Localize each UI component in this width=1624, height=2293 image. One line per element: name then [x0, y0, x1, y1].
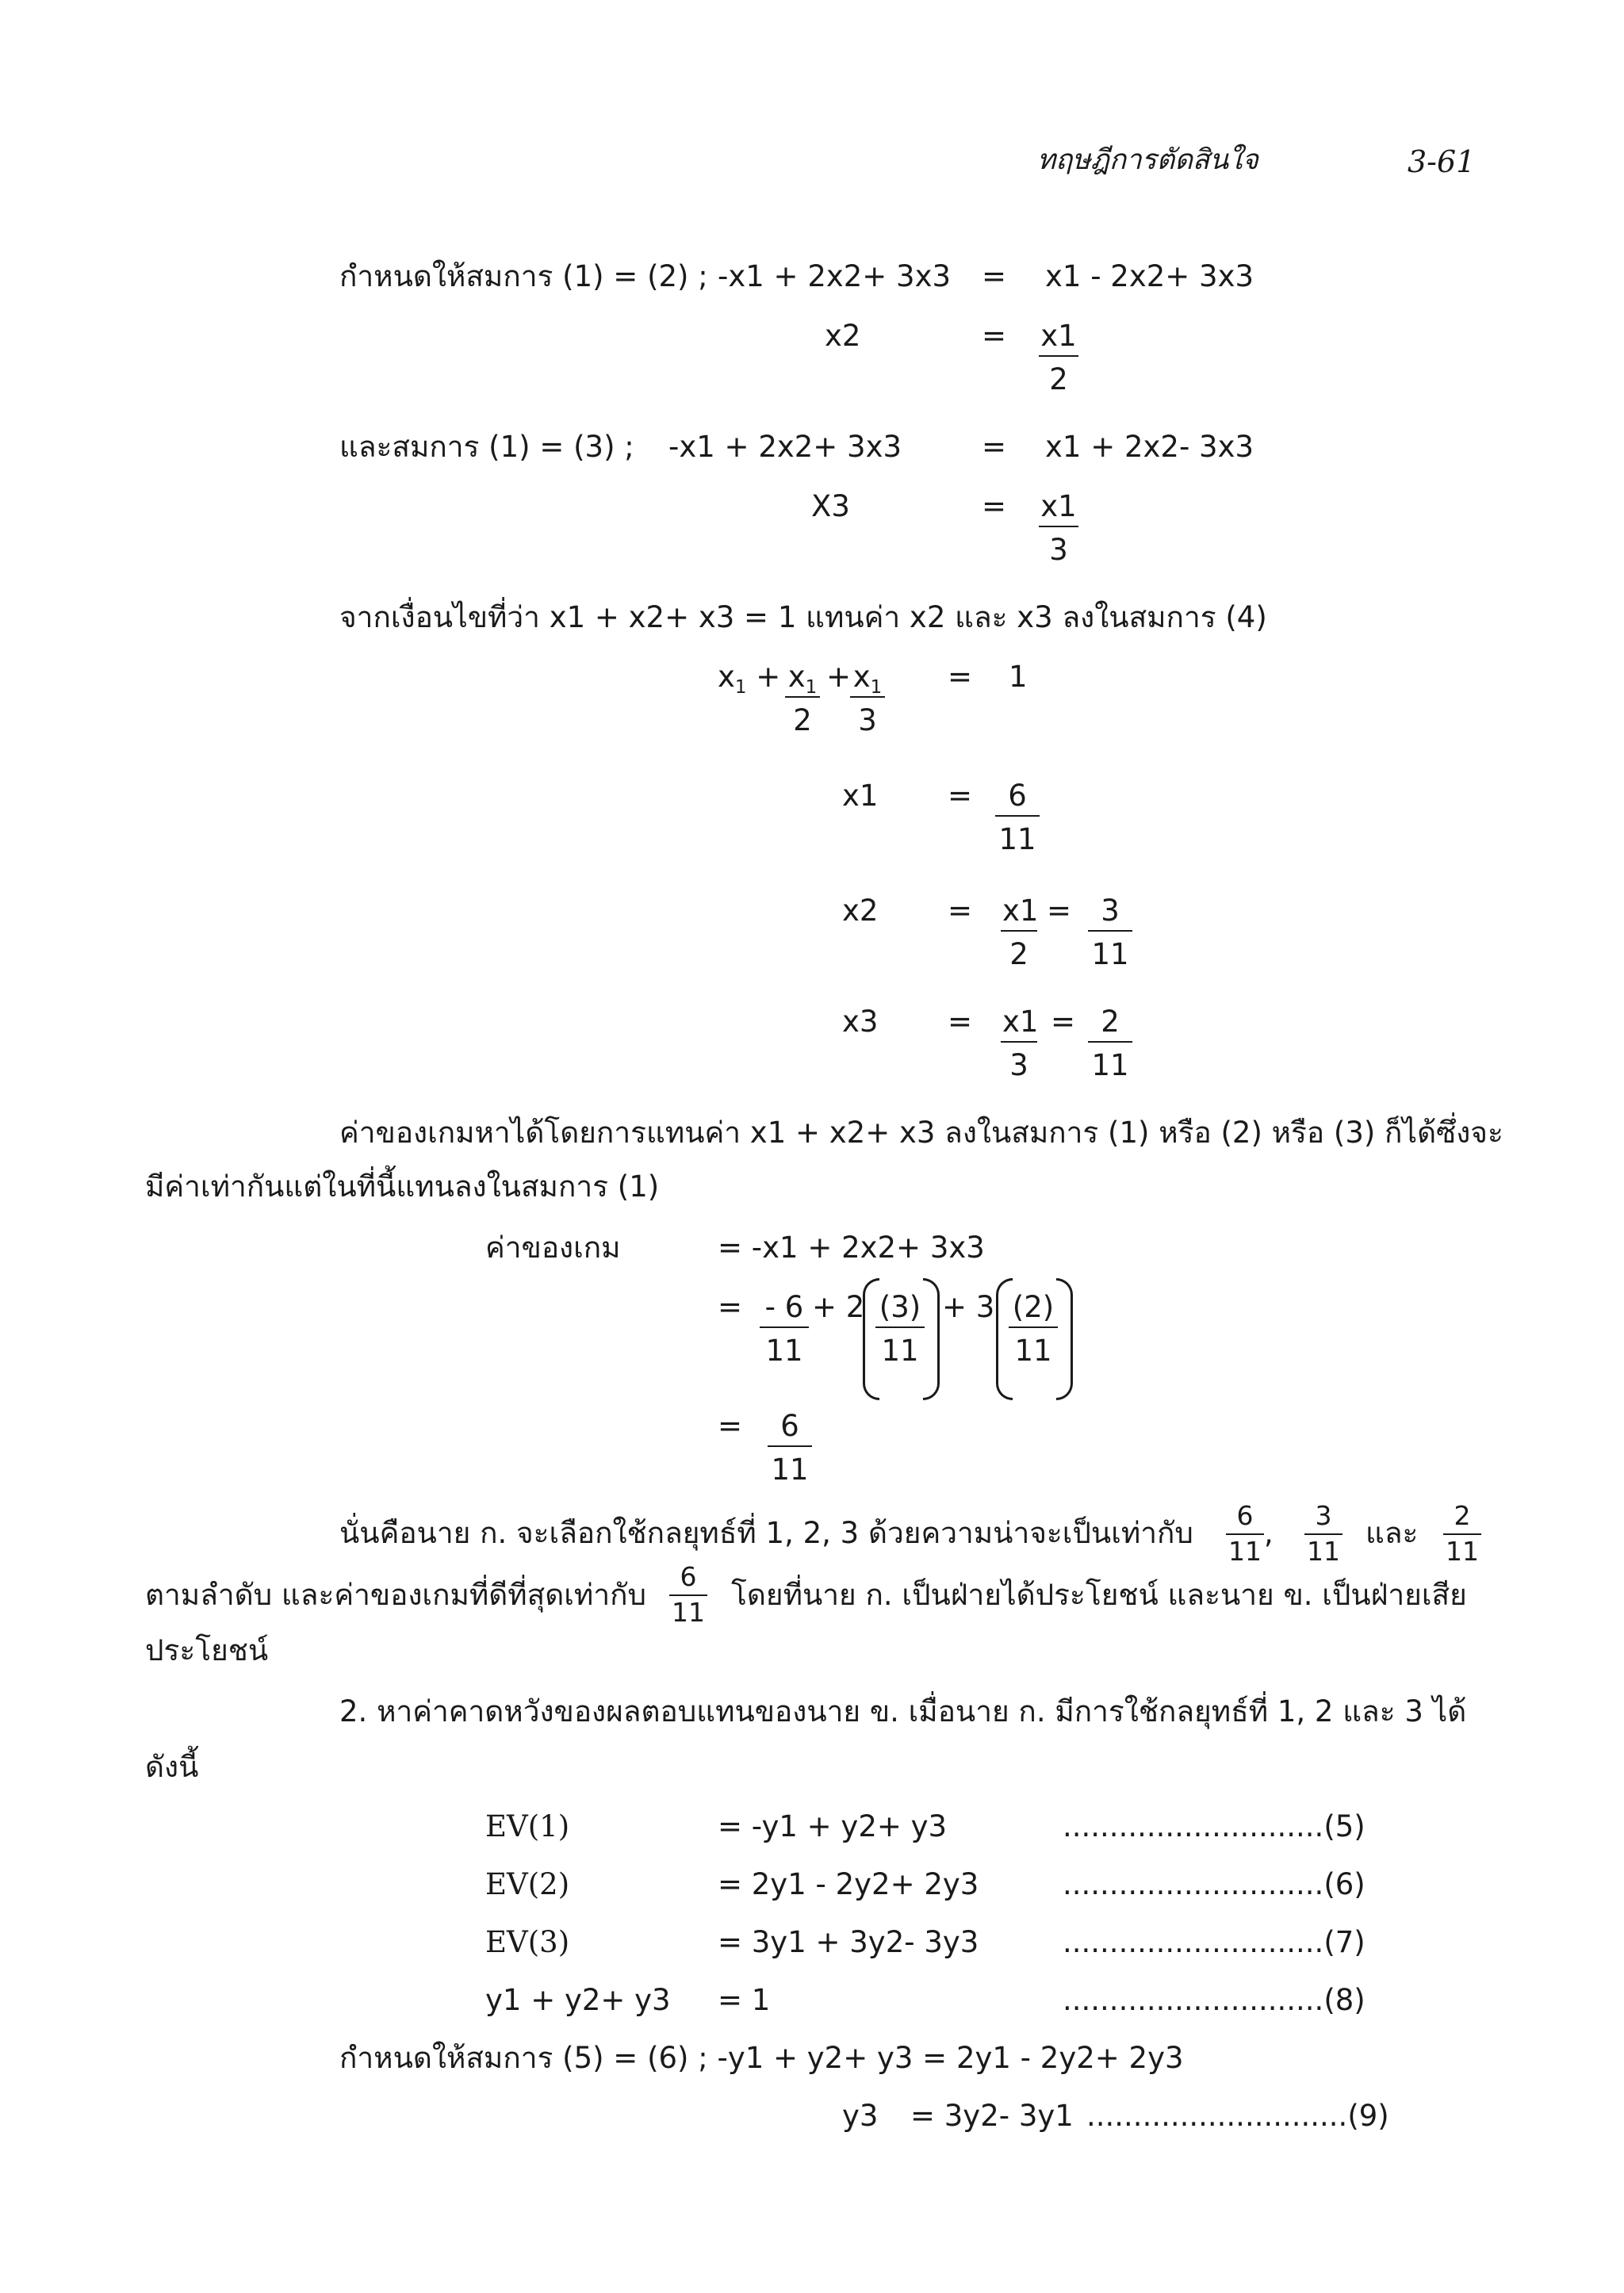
sum-y-expr: = 1: [718, 1983, 771, 2017]
ev1-ref: ............................(5): [1063, 1809, 1365, 1843]
x2-equals-2: =: [1047, 894, 1072, 928]
game-value-term1: $\frac{- 6}{11}$: [760, 1292, 809, 1365]
eq12-result-equals: =: [982, 319, 1007, 353]
sum-rhs: 1: [1009, 660, 1028, 694]
eq12-equals: =: [982, 259, 1007, 293]
eq12-result-lhs: x2: [825, 319, 861, 353]
x3-equals-2: =: [1051, 1005, 1076, 1039]
game-value-equals-2: =: [718, 1290, 743, 1324]
game-value-label: ค่าของเกม: [485, 1231, 621, 1265]
prob-comma: ,: [1264, 1516, 1274, 1550]
conclusion-line3: ประโยชน์: [145, 1633, 269, 1667]
ev1-expr: = -y1 + y2+ y3: [718, 1809, 948, 1843]
eq13-result-fraction: $\frac{x1}{3}$: [1039, 492, 1078, 565]
sum-frac-3: $\frac{x_1}{3}$: [850, 662, 885, 735]
eq56-y3-rhs: = 3y2- 3y1: [910, 2099, 1074, 2133]
game-value-term2: $\frac{(3)}{11}$: [875, 1292, 925, 1365]
game-value-coef2: + 2: [812, 1290, 865, 1324]
eq13-equals: =: [982, 430, 1007, 464]
prob-and: และ: [1365, 1516, 1419, 1550]
x3-equals: =: [948, 1005, 973, 1039]
sum-plus: +: [826, 660, 852, 694]
sum-y-label: y1 + y2+ y3: [485, 1983, 671, 2017]
x1-fraction: $\frac{6}{11}$: [995, 781, 1040, 854]
prob-1: $\frac{6}{11}$: [1226, 1503, 1264, 1564]
sum-x1: $x_1$ +: [718, 660, 781, 699]
game-value-term3: $\frac{(2)}{11}$: [1009, 1292, 1058, 1365]
eq12-rhs: x1 - 2x2+ 3x3: [1045, 259, 1254, 293]
game-value-result: $\frac{6}{11}$: [768, 1411, 812, 1484]
eq13-result-equals: =: [982, 489, 1007, 523]
x2-equals: =: [948, 894, 973, 928]
right-paren-2: [923, 1278, 940, 1400]
x3-lhs: x3: [842, 1005, 879, 1039]
ev3-expr: = 3y1 + 3y2- 3y3: [718, 1925, 979, 1959]
game-value-line1: = -x1 + 2x2+ 3x3: [718, 1231, 985, 1265]
conclusion-line2b: โดยที่นาย ก. เป็นฝ่ายได้ประโยชน์ และนาย ข. เป็นฝ่ายเสีย: [731, 1578, 1467, 1612]
eq12-prefix: กำหนดให้สมการ (1) = (2) ;: [339, 259, 708, 293]
x3-fraction-2: $\frac{2}{11}$: [1088, 1007, 1132, 1080]
x2-lhs: x2: [842, 894, 879, 928]
best-value-fraction: $\frac{6}{11}$: [669, 1564, 707, 1625]
x1-equals: =: [948, 779, 973, 813]
x2-fraction-2: $\frac{3}{11}$: [1088, 896, 1132, 969]
game-value-coef3: + 3: [942, 1290, 995, 1324]
x1-lhs: x1: [842, 779, 879, 813]
game-value-para-line1: ค่าของเกมหาได้โดยการแทนค่า x1 + x2+ x3 ลงในสมการ (1) หรือ (2) หรือ (3) ก็ได้ซึ่งจะ: [339, 1116, 1503, 1150]
conclusion-line1: นั่นคือนาย ก. จะเลือกใช้กลยุทธ์ที่ 1, 2, 3 ด้วยความน่าจะเป็นเท่ากับ: [339, 1516, 1193, 1550]
eq56-ref: ............................(9): [1086, 2099, 1389, 2133]
eq56-text: กำหนดให้สมการ (5) = (6) ; -y1 + y2+ y3 = 2y1 - 2y2+ 2y3: [339, 2041, 1184, 2075]
eq13-prefix: และสมการ (1) = (3) ;: [339, 430, 634, 464]
condition-text: จากเงื่อนไขที่ว่า x1 + x2+ x3 = 1 แทนค่า x2 และ x3 ลงในสมการ (4): [339, 600, 1267, 634]
eq13-rhs: x1 + 2x2- 3x3: [1045, 430, 1254, 464]
sum-y-ref: ............................(8): [1063, 1983, 1365, 2017]
ev3-label: EV(3): [485, 1925, 570, 1959]
eq56-y3-lhs: y3: [842, 2099, 879, 2133]
sum-frac-2: $\frac{x_1}{2}$: [785, 662, 820, 735]
eq13-result-lhs: X3: [811, 489, 850, 523]
game-value-para-line2: มีค่าเท่ากันแต่ในที่นี้แทนลงในสมการ (1): [145, 1169, 660, 1204]
right-paren-3: [1056, 1278, 1073, 1400]
eq12-result-fraction: $\frac{x1}{2}$: [1039, 321, 1078, 394]
eq13-lhs: -x1 + 2x2+ 3x3: [668, 430, 902, 464]
prob-3: $\frac{2}{11}$: [1443, 1503, 1481, 1564]
conclusion-line2a: ตามลำดับ และค่าของเกมที่ดีที่สุดเท่ากับ: [145, 1578, 646, 1612]
x2-fraction: $\frac{x1}{2}$: [1002, 894, 1039, 971]
ev2-label: EV(2): [485, 1867, 570, 1901]
section2-line2: ดังนี้: [145, 1750, 199, 1784]
prob-2: $\frac{3}{11}$: [1304, 1503, 1342, 1564]
ev3-ref: ............................(7): [1063, 1925, 1365, 1959]
eq12-lhs: -x1 + 2x2+ 3x3: [718, 259, 952, 293]
game-value-equals-3: =: [718, 1409, 743, 1443]
page-number: 3-61: [1408, 144, 1476, 179]
ev1-label: EV(1): [485, 1809, 570, 1843]
ev2-expr: = 2y1 - 2y2+ 2y3: [718, 1867, 979, 1901]
sum-equals: =: [948, 660, 973, 694]
x3-fraction: $\frac{x1}{3}$: [1002, 1005, 1039, 1082]
section2-line1: 2. หาค่าคาดหวังของผลตอบแทนของนาย ข. เมื่อนาย ก. มีการใช้กลยุทธ์ที่ 1, 2 และ 3 ได้: [339, 1694, 1467, 1728]
running-header-title: ทฤษฎีการตัดสินใจ: [1037, 144, 1258, 176]
ev2-ref: ............................(6): [1063, 1867, 1365, 1901]
